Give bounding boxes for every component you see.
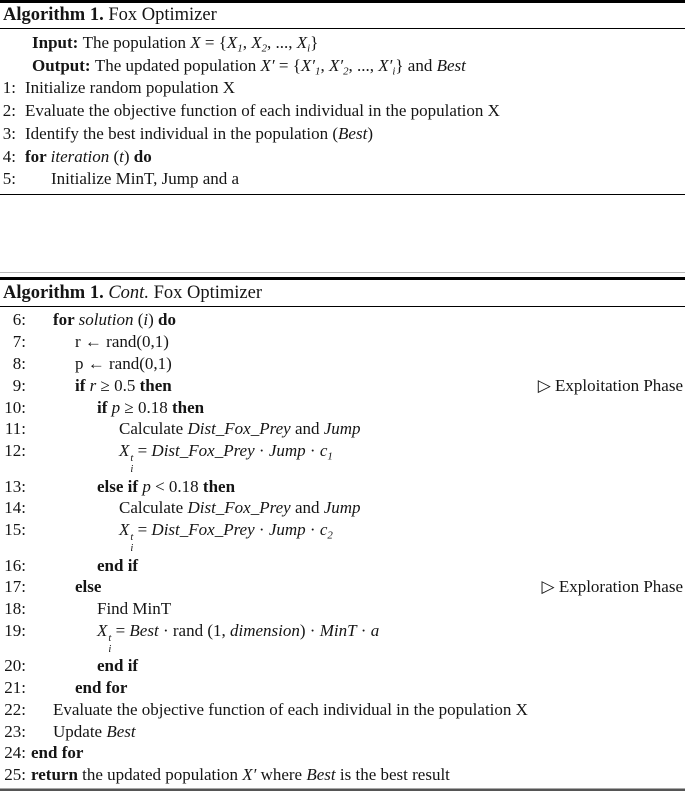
algo-line	[0, 699, 685, 721]
algo-line	[0, 309, 685, 331]
line-number: 3:	[0, 123, 16, 146]
algo-line	[0, 677, 685, 699]
code-segment: )	[148, 310, 158, 329]
algo-line	[0, 497, 685, 519]
code-segment: (	[138, 310, 144, 329]
page-whitespace-gap	[0, 195, 685, 272]
algo-line	[0, 77, 685, 100]
code-segment: ·	[306, 441, 320, 460]
code-segment: , ...,	[267, 33, 297, 52]
supsub-stack: t i	[130, 533, 133, 554]
line-number: 15:	[0, 519, 26, 541]
line-text	[26, 721, 136, 743]
code-segment: Dist_Fox_Prey	[187, 498, 290, 517]
supsub-stack: t i	[108, 634, 111, 655]
line-text	[26, 598, 171, 620]
line-number: 6:	[0, 309, 26, 331]
code-segment: i	[143, 310, 148, 329]
algo-line	[0, 353, 685, 375]
line-number: 2:	[0, 100, 16, 123]
algo-line	[0, 476, 685, 498]
code-segment: Best	[106, 722, 135, 741]
line-number: 5:	[0, 168, 16, 191]
algo-line	[0, 519, 685, 554]
code-segment: =	[111, 621, 129, 640]
code-segment: return	[31, 765, 82, 784]
code-segment: Output:	[32, 56, 95, 75]
line-number: 16:	[0, 555, 26, 577]
algo-line	[0, 146, 685, 169]
code-segment: a	[371, 621, 380, 640]
algo-line	[0, 397, 685, 419]
code-segment: ·	[306, 520, 320, 539]
code-segment: Calculate	[119, 498, 187, 517]
algo-line	[0, 123, 685, 146]
algo-line	[0, 764, 685, 786]
line-number: 8:	[0, 353, 26, 375]
line-text	[26, 699, 528, 721]
algo-line	[0, 375, 685, 397]
triangle-right-icon: ▷	[542, 577, 559, 596]
algorithm-block-1-continued	[0, 272, 685, 791]
line-number: 1:	[0, 77, 16, 100]
code-segment: X t i	[119, 520, 133, 539]
code-segment: $X_2$	[251, 33, 267, 52]
line-number: 23:	[0, 721, 26, 743]
code-segment: ·	[255, 441, 269, 460]
code-segment: Best	[129, 621, 158, 640]
code-segment: (	[113, 147, 119, 166]
algo-line	[0, 418, 685, 440]
code-segment: Identify the best individual in the population (	[25, 124, 338, 143]
line-number: 10:	[0, 397, 26, 419]
line-number: 19:	[0, 620, 26, 642]
code-segment: p	[142, 477, 151, 496]
line-text	[26, 397, 204, 419]
code-segment: $X_1$	[227, 33, 243, 52]
triangle-right-icon: ▷	[538, 376, 555, 395]
code-segment: Best	[306, 765, 335, 784]
algo-line	[0, 331, 685, 353]
code-segment: Fox Optimizer	[104, 5, 217, 25]
supsub-stack: t i	[130, 454, 133, 475]
line-number: 4:	[0, 146, 16, 169]
code-segment: Algorithm 1.	[3, 5, 104, 25]
code-segment: $c_1$	[320, 441, 333, 460]
code-segment: r	[90, 376, 97, 395]
code-segment: ≥ 0.18	[120, 398, 172, 417]
code-segment: Initialize random population X	[25, 78, 235, 97]
code-segment: $X'_i$	[378, 56, 395, 75]
line-number: 13:	[0, 476, 26, 498]
code-segment: Find MinT	[97, 599, 171, 618]
code-segment: Best	[338, 124, 367, 143]
code-segment: =	[133, 520, 151, 539]
code-segment: do	[158, 310, 176, 329]
code-segment: The updated population	[95, 56, 261, 75]
code-segment: < 0.18	[151, 477, 203, 496]
code-segment: p	[112, 398, 121, 417]
algorithm-2-title	[0, 280, 685, 306]
line-text	[26, 309, 176, 331]
algo-line	[0, 555, 685, 577]
code-segment: , ...,	[349, 56, 379, 75]
code-segment: Jump	[269, 441, 306, 460]
code-segment: $X_i$	[297, 33, 310, 52]
code-segment: ) ·	[300, 621, 320, 640]
algo-line	[0, 100, 685, 123]
code-segment: } and	[395, 56, 436, 75]
code-segment: Initialize MinT, Jump and a	[51, 169, 239, 188]
code-segment: end if	[97, 556, 138, 575]
line-number: 12:	[0, 440, 26, 462]
code-segment: and	[291, 498, 324, 517]
line-text	[16, 100, 500, 123]
code-segment: ,	[320, 56, 329, 75]
code-segment: r ← rand(0,1)	[75, 332, 169, 351]
code-segment: X	[190, 33, 200, 52]
line-number: 14:	[0, 497, 26, 519]
code-segment: solution	[79, 310, 138, 329]
algo-line	[0, 168, 685, 191]
code-segment: X′	[261, 56, 275, 75]
code-segment: then	[140, 376, 172, 395]
line-text	[26, 476, 235, 498]
code-segment: Input:	[32, 33, 83, 52]
code-segment: then	[172, 398, 204, 417]
code-segment: then	[203, 477, 235, 496]
line-text	[16, 77, 235, 100]
code-segment: end for	[31, 743, 83, 762]
algorithm-1-body	[0, 29, 685, 194]
code-segment: is the best result	[336, 765, 450, 784]
line-number: 20:	[0, 655, 26, 677]
line-text	[16, 146, 152, 169]
algorithm-1-title	[0, 3, 685, 28]
code-segment: iteration	[51, 147, 114, 166]
code-segment: X t i	[119, 441, 133, 460]
code-segment: Jump	[324, 419, 361, 438]
code-segment: and	[291, 419, 324, 438]
line-number: 22:	[0, 699, 26, 721]
line-text	[26, 519, 333, 554]
code-segment: end if	[97, 656, 138, 675]
algo-line	[0, 598, 685, 620]
line-text	[26, 440, 333, 475]
code-segment: Cont.	[108, 283, 149, 303]
code-segment: dimension	[230, 621, 300, 640]
code-segment: p ← rand(0,1)	[75, 354, 172, 373]
line-text	[26, 576, 101, 598]
code-segment: Calculate	[119, 419, 187, 438]
code-segment: ≥ 0.5	[96, 376, 139, 395]
code-segment: Best	[437, 56, 466, 75]
line-text	[16, 168, 239, 191]
algo-line	[0, 655, 685, 677]
line-number: 24:	[0, 742, 26, 764]
algo-line	[0, 32, 685, 55]
algo-line	[0, 742, 685, 764]
line-text	[26, 555, 138, 577]
line-text	[16, 55, 466, 78]
code-segment: )	[367, 124, 373, 143]
code-segment: X t i	[97, 621, 111, 640]
line-number: 21:	[0, 677, 26, 699]
line-text	[26, 331, 169, 353]
line-comment	[538, 375, 685, 397]
line-number: 18:	[0, 598, 26, 620]
line-text	[26, 677, 127, 699]
line-text	[26, 375, 172, 397]
algo-line	[0, 576, 685, 598]
code-segment: MinT	[320, 621, 357, 640]
code-segment: else if	[97, 477, 142, 496]
code-segment: Evaluate the objective function of each individual in the population X	[53, 700, 528, 719]
code-segment: $X'_2$	[329, 56, 349, 75]
code-segment: Algorithm 1.	[3, 283, 104, 303]
code-segment: )	[124, 147, 134, 166]
code-segment: The population	[83, 33, 191, 52]
line-number: 9:	[0, 375, 26, 397]
algorithm-block-1	[0, 0, 685, 195]
line-number: 11:	[0, 418, 26, 440]
line-text	[26, 764, 450, 786]
line-number: 7:	[0, 331, 26, 353]
code-segment: the updated population	[82, 765, 242, 784]
code-segment: if	[97, 398, 112, 417]
line-text	[26, 655, 138, 677]
code-segment: = {	[201, 33, 227, 52]
comment-text: Exploration Phase	[559, 577, 683, 596]
code-segment: Dist_Fox_Prey	[151, 441, 254, 460]
line-number: 25:	[0, 764, 26, 786]
code-segment: do	[134, 147, 152, 166]
line-text	[26, 620, 379, 655]
code-segment: $X'_1$	[301, 56, 321, 75]
code-segment: Dist_Fox_Prey	[151, 520, 254, 539]
line-text	[26, 418, 361, 440]
code-segment: for	[53, 310, 79, 329]
code-segment: for	[25, 147, 51, 166]
code-segment: · rand (1,	[159, 621, 230, 640]
code-segment: = {	[275, 56, 301, 75]
line-text	[26, 497, 361, 519]
line-text	[16, 123, 373, 146]
code-segment: Update	[53, 722, 106, 741]
code-segment: }	[310, 33, 318, 52]
code-segment: where	[256, 765, 306, 784]
code-segment: Dist_Fox_Prey	[187, 419, 290, 438]
code-segment: Fox Optimizer	[149, 283, 262, 303]
code-segment: end for	[75, 678, 127, 697]
code-segment: t	[119, 147, 124, 166]
code-segment: if	[75, 376, 90, 395]
algo-line	[0, 620, 685, 655]
code-segment: else	[75, 577, 101, 596]
line-text	[26, 742, 83, 764]
code-segment: $c_2$	[320, 520, 333, 539]
line-text	[16, 32, 318, 55]
line-text	[26, 353, 172, 375]
code-segment: X′	[242, 765, 256, 784]
code-segment: Jump	[269, 520, 306, 539]
algo-line	[0, 55, 685, 78]
comment-text: Exploitation Phase	[555, 376, 683, 395]
code-segment: Jump	[324, 498, 361, 517]
code-segment: ·	[255, 520, 269, 539]
code-segment: Evaluate the objective function of each individual in the population X	[25, 101, 500, 120]
code-segment: ,	[243, 33, 252, 52]
algorithm-2-body	[0, 307, 685, 788]
code-segment: =	[133, 441, 151, 460]
line-comment	[542, 576, 685, 598]
line-number: 17:	[0, 576, 26, 598]
code-segment: ·	[357, 621, 371, 640]
algo-line	[0, 721, 685, 743]
algo-line	[0, 440, 685, 475]
